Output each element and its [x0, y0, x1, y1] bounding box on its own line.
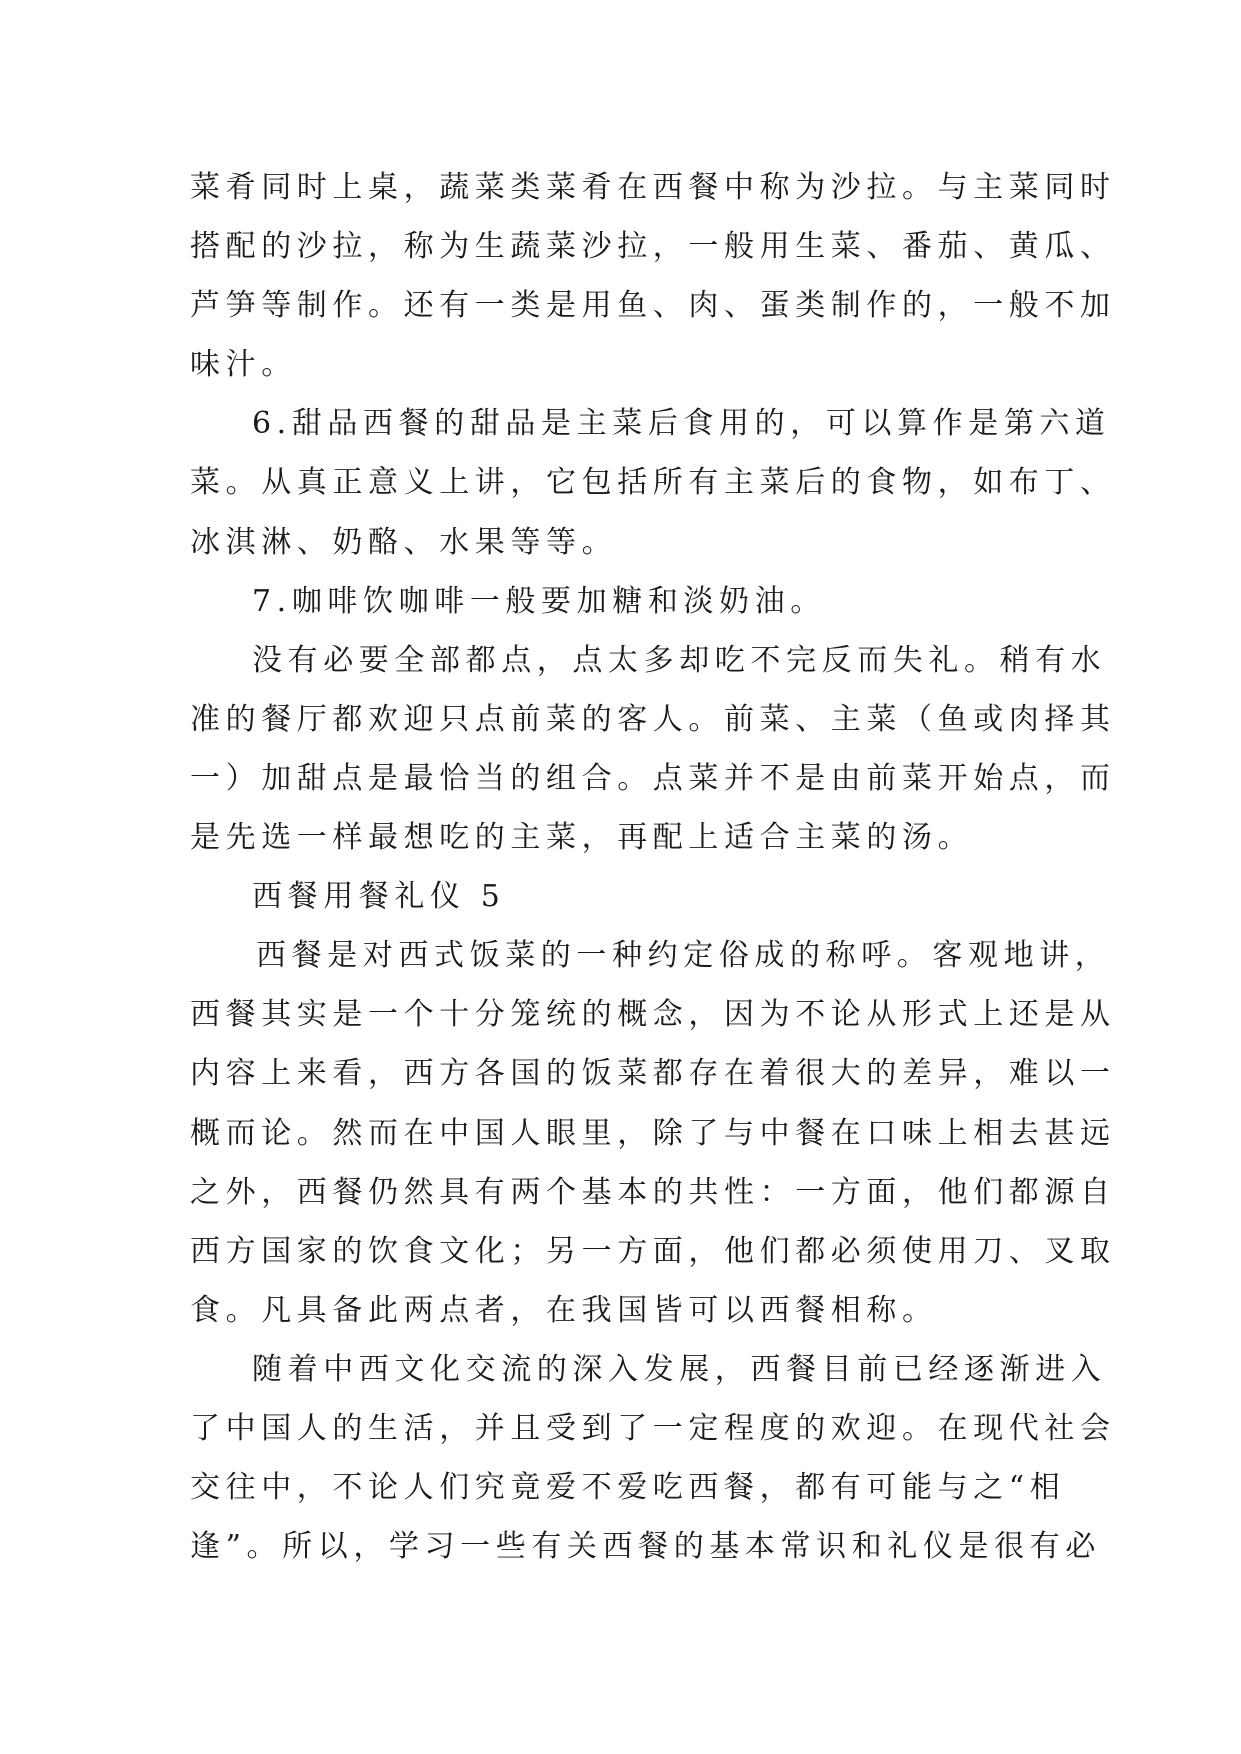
text-line: 准的餐厅都欢迎只点前菜的客人。前菜、主菜（鱼或肉择其: [190, 701, 1116, 737]
text-line: 交往中，不论人们究竟爱不爱吃西餐，都有可能与之“相: [190, 1470, 1066, 1506]
text-line: 随着中西文化交流的深入发展，西餐目前已经逐渐进入: [252, 1351, 1107, 1387]
text-line: 内容上来看，西方各国的饭菜都存在着很大的差异，难以一: [190, 1056, 1116, 1092]
text-line: 之外，西餐仍然具有两个基本的共性：一方面，他们都源自: [190, 1174, 1116, 1210]
text-line: 冰淇淋、奶酪、水果等等。: [190, 524, 618, 560]
document-body: [190, 158, 1116, 1576]
text-line: 食。凡具备此两点者，在我国皆可以西餐相称。: [190, 1292, 938, 1328]
text-line: 6.甜品西餐的甜品是主菜后食用的，可以算作是第六道: [252, 406, 1111, 442]
text-line: 西餐其实是一个十分笼统的概念，因为不论从形式上还是从: [190, 997, 1116, 1033]
text-line: 没有必要全部都点，点太多却吃不完反而失礼。稍有水: [252, 642, 1107, 678]
text-line: 搭配的沙拉，称为生蔬菜沙拉，一般用生菜、番茄、黄瓜、: [190, 229, 1116, 265]
text-line: 西方国家的饮食文化；另一方面，他们都必须使用刀、叉取: [190, 1233, 1116, 1269]
text-line: 西餐是对西式饭菜的一种约定俗成的称呼。客观地讲，: [256, 938, 1111, 974]
text-line: 了中国人的生活，并且受到了一定程度的欢迎。在现代社会: [190, 1410, 1116, 1446]
text-line: 菜。从真正意义上讲，它包括所有主菜后的食物，如布丁、: [190, 465, 1116, 501]
text-line: 菜肴同时上桌，蔬菜类菜肴在西餐中称为沙拉。与主菜同时: [190, 170, 1116, 205]
text-line: 芦笋等制作。还有一类是用鱼、肉、蛋类制作的，一般不加: [190, 288, 1116, 324]
text-line: 一）加甜点是最恰当的组合。点菜并不是由前菜开始点，而: [190, 760, 1116, 796]
section-heading: 西餐用餐礼仪 5: [252, 879, 506, 915]
text-line: 逢”。所以，学习一些有关西餐的基本常识和礼仪是很有必: [190, 1529, 1101, 1565]
text-line: 是先选一样最想吃的主菜，再配上适合主菜的汤。: [190, 820, 974, 856]
text-line: 味汁。: [190, 347, 297, 383]
text-line: 概而论。然而在中国人眼里，除了与中餐在口味上相去甚远: [190, 1115, 1116, 1151]
text-line: 7.咖啡饮咖啡一般要加糖和淡奶油。: [252, 583, 826, 619]
